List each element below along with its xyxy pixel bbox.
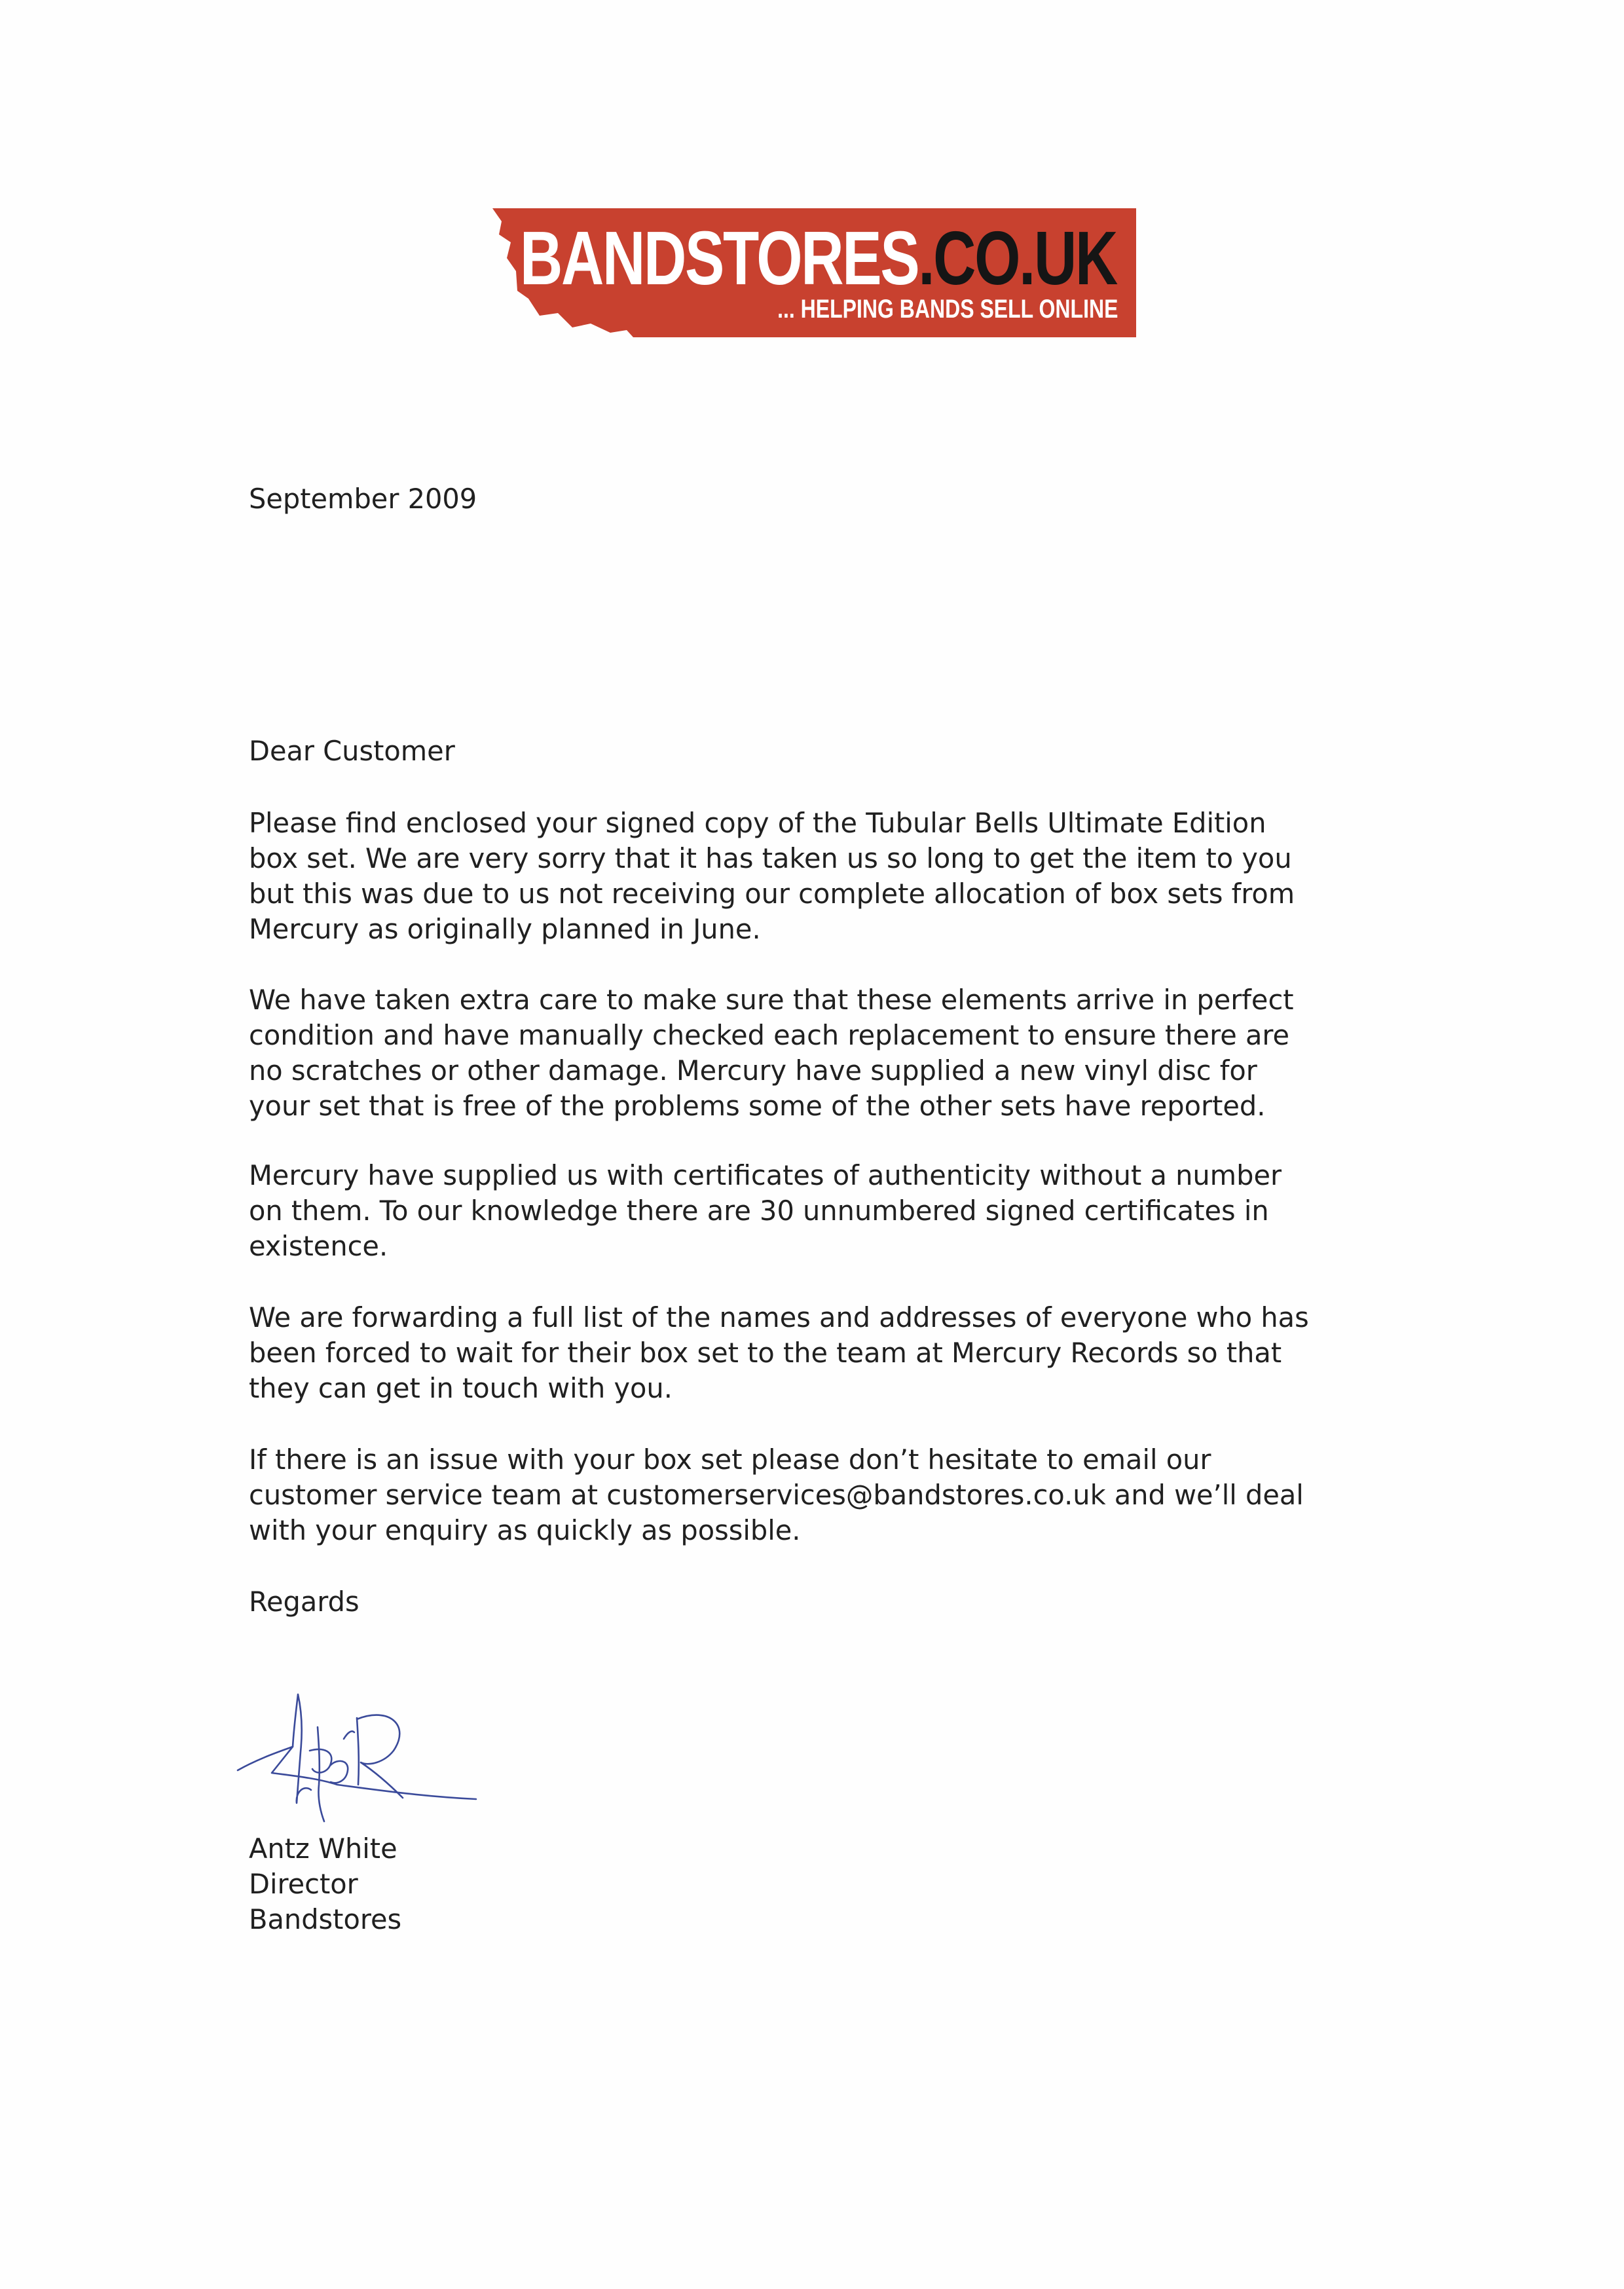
company-logo <box>492 208 1136 337</box>
email-line: customer service team at customerservices@bandstores.co.uk and we’ll deal <box>249 1479 1304 1511</box>
letter-paragraph-3 <box>249 1158 1282 1264</box>
paragraph-line: been forced to wait for their box set to the team at Mercury Records so that <box>249 1337 1282 1369</box>
letter-paragraph-2 <box>249 982 1294 1124</box>
signatory-title: Director <box>249 1868 358 1900</box>
handwritten-signature <box>232 1686 481 1831</box>
logo-wordmark <box>519 215 1116 301</box>
paragraph-line: no scratches or other damage. Mercury have supplied a new vinyl disc for <box>249 1054 1257 1087</box>
paragraph-line: If there is an issue with your box set please don’t hesitate to email our <box>249 1443 1211 1476</box>
signatory-company: Bandstores <box>249 1903 402 1935</box>
letter-paragraph-1 <box>249 806 1295 947</box>
logo-main-text: BANDSTORES <box>519 215 919 301</box>
paragraph-line: Please find enclosed your signed copy of the Tubular Bells Ultimate Edition <box>249 807 1266 839</box>
signatory-name: Antz White <box>249 1833 397 1865</box>
letter-greeting: Dear Customer <box>249 735 455 767</box>
letter-closing: Regards <box>249 1586 360 1618</box>
paragraph-line: We are forwarding a full list of the names and addresses of everyone who has <box>249 1301 1309 1333</box>
paragraph-line: on them. To our knowledge there are 30 unnumbered signed certificates in <box>249 1195 1269 1227</box>
paragraph-line: with your enquiry as quickly as possible. <box>249 1514 801 1546</box>
paragraph-line: box set. We are very sorry that it has taken us so long to get the item to you <box>249 842 1292 874</box>
paragraph-line: your set that is free of the problems some of the other sets have reported. <box>249 1090 1266 1122</box>
paragraph-line: but this was due to us not receiving our complete allocation of box sets from <box>249 878 1295 910</box>
letter-date: September 2009 <box>249 483 477 515</box>
paragraph-line: We have taken extra care to make sure that these elements arrive in perfect <box>249 984 1294 1016</box>
letter-paragraph-5 <box>249 1442 1304 1548</box>
paragraph-line: existence. <box>249 1230 388 1262</box>
paragraph-line: Mercury have supplied us with certificates of authenticity without a number <box>249 1159 1282 1191</box>
logo-tld-text: .CO.UK <box>918 215 1116 301</box>
letter-paragraph-4 <box>249 1300 1309 1406</box>
paragraph-line: condition and have manually checked each replacement to ensure there are <box>249 1019 1290 1051</box>
signatory-block <box>249 1831 401 1937</box>
logo-tagline: ... HELPING BANDS SELL ONLINE <box>777 295 1118 324</box>
paragraph-line: they can get in touch with you. <box>249 1372 673 1404</box>
paragraph-line: Mercury as originally planned in June. <box>249 913 761 945</box>
